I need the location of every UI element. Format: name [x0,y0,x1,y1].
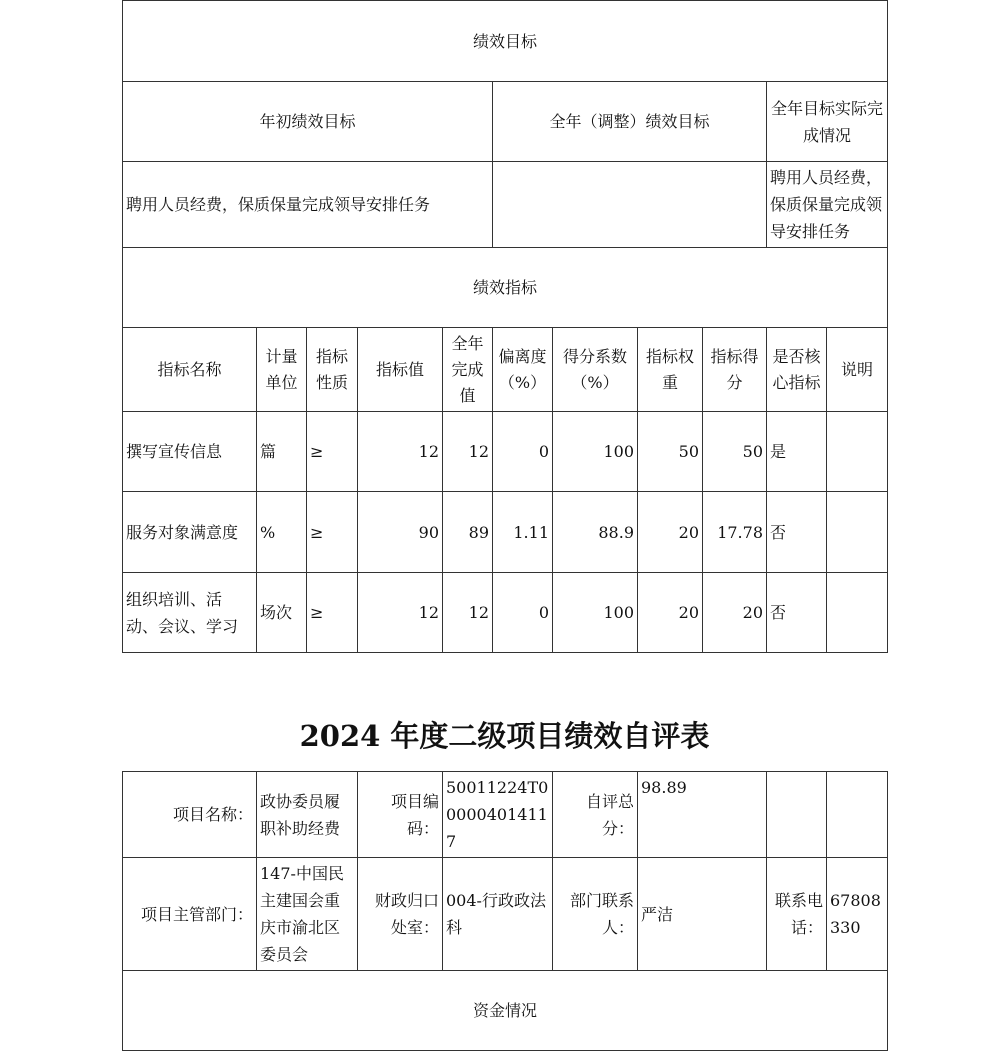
indicator-core: 否 [767,573,827,653]
indicator-unit: % [257,492,307,573]
table-row [123,573,888,653]
indicator-unit: 场次 [257,573,307,653]
adjusted-goal-text [493,162,767,248]
header-nature: 指标性质 [307,328,358,412]
indicator-score: 20 [703,573,767,653]
indicator-actual: 89 [443,492,493,573]
indicator-target: 12 [358,412,443,492]
indicator-score: 50 [703,412,767,492]
dept-label: 项目主管部门： [123,858,257,971]
contact-label: 部门联系人： [553,858,638,971]
indicator-weight: 20 [638,492,703,573]
adjusted-goal-header: 全年（调整）绩效目标 [493,82,767,162]
indicator-weight: 20 [638,573,703,653]
project-code-label: 项目编码： [358,772,443,858]
indicator-deviation: 0 [493,573,553,653]
indicator-coefficient: 100 [553,573,638,653]
empty-cell [767,772,827,858]
indicator-target: 90 [358,492,443,573]
initial-goal-text: 聘用人员经费，保质保量完成领导安排任务 [123,162,493,248]
contact-value: 严洁 [638,858,767,971]
project-code-value: 50011224T000004014117 [443,772,553,858]
indicator-weight: 50 [638,412,703,492]
header-target: 指标值 [358,328,443,412]
actual-goal-text: 聘用人员经费，保质保量完成领导安排任务 [767,162,888,248]
document-title: 2024 年度二级项目绩效自评表 [299,719,710,753]
indicator-score: 17.78 [703,492,767,573]
indicator-note [827,573,888,653]
indicators-header-row [123,328,888,412]
header-deviation: 偏离度（%） [493,328,553,412]
header-unit: 计量单位 [257,328,307,412]
funds-section-title: 资金情况 [123,971,888,1051]
header-score: 指标得分 [703,328,767,412]
indicator-actual: 12 [443,412,493,492]
actual-goal-header: 全年目标实际完成情况 [767,82,888,162]
finance-office-label: 财政归口处室： [358,858,443,971]
indicator-note [827,492,888,573]
header-indicator-name: 指标名称 [123,328,257,412]
indicator-coefficient: 88.9 [553,492,638,573]
indicator-name: 服务对象满意度 [123,492,257,573]
indicator-core: 是 [767,412,827,492]
indicators-section-title: 绩效指标 [123,248,888,328]
project-name-label: 项目名称： [123,772,257,858]
header-coefficient: 得分系数（%） [553,328,638,412]
phone-label: 联系电话： [767,858,827,971]
indicator-core: 否 [767,492,827,573]
header-actual: 全年完成值 [443,328,493,412]
dept-value: 147-中国民主建国会重庆市渝北区委员会 [257,858,358,971]
indicator-nature: ≥ [307,573,358,653]
indicator-nature: ≥ [307,492,358,573]
indicator-deviation: 1.11 [493,492,553,573]
project-info-table [122,771,888,1051]
finance-office-value: 004-行政政法科 [443,858,553,971]
empty-cell [827,772,888,858]
indicator-deviation: 0 [493,412,553,492]
indicator-actual: 12 [443,573,493,653]
initial-goal-header: 年初绩效目标 [123,82,493,162]
indicator-target: 12 [358,573,443,653]
indicator-coefficient: 100 [553,412,638,492]
indicator-nature: ≥ [307,412,358,492]
self-score-value: 98.89 [638,772,767,858]
indicator-unit: 篇 [257,412,307,492]
table-row [123,412,888,492]
performance-table [122,0,888,653]
goals-section-title: 绩效目标 [123,1,888,82]
header-weight: 指标权重 [638,328,703,412]
indicator-name: 撰写宣传信息 [123,412,257,492]
table-row [123,492,888,573]
self-score-label: 自评总分： [553,772,638,858]
header-note: 说明 [827,328,888,412]
project-name-value: 政协委员履职补助经费 [257,772,358,858]
indicator-name: 组织培训、活动、会议、学习 [123,573,257,653]
phone-value: 67808330 [827,858,888,971]
header-core: 是否核心指标 [767,328,827,412]
indicator-note [827,412,888,492]
